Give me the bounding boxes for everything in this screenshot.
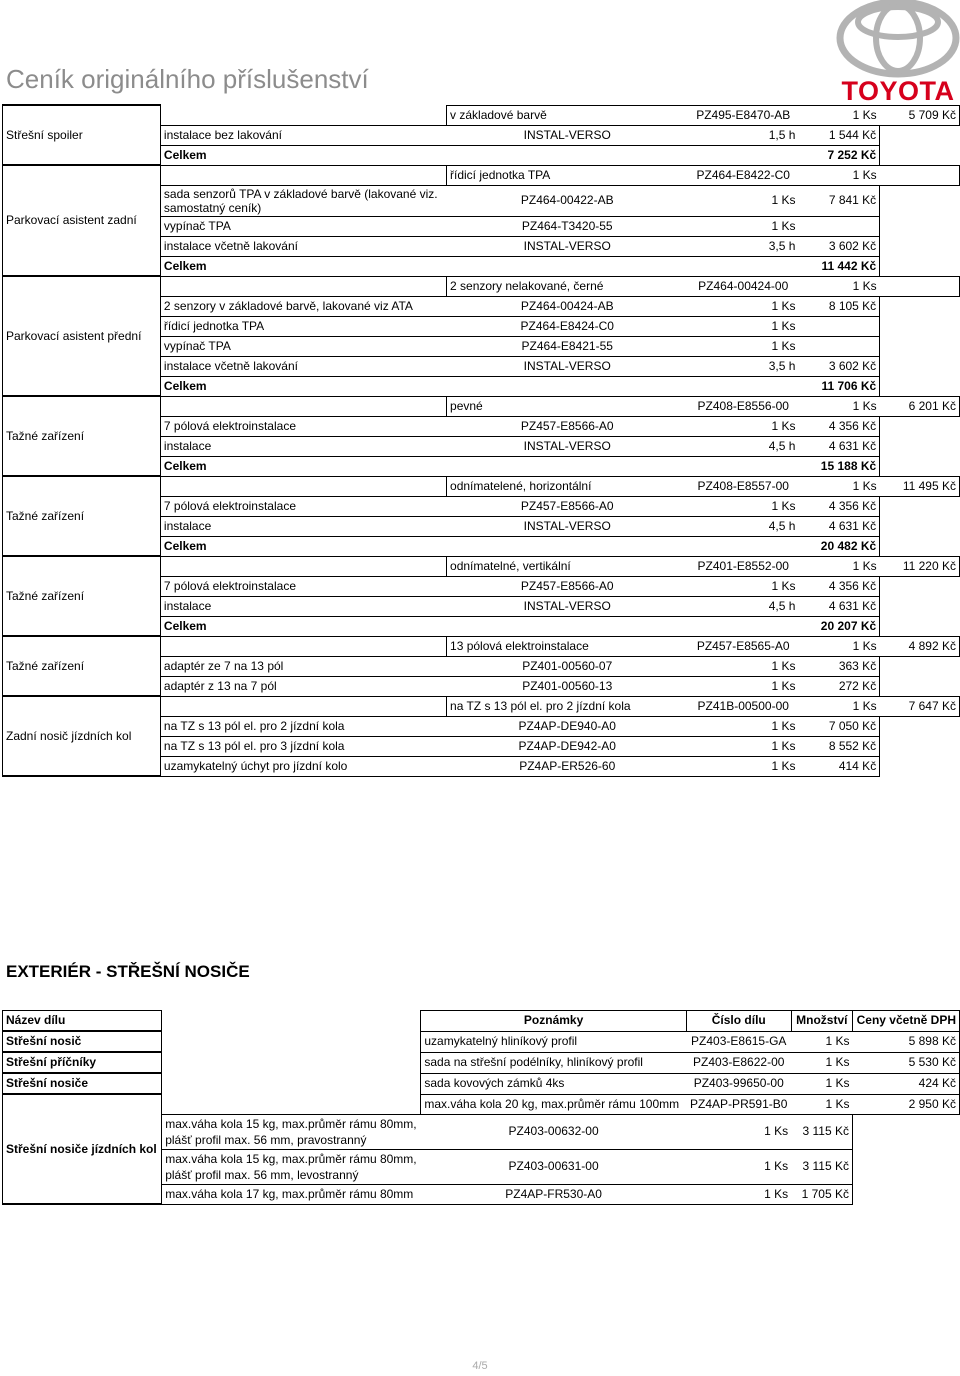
part-name-cell: Střešní nosiče bbox=[3, 1073, 162, 1094]
table-row bbox=[3, 165, 960, 185]
part-number: INSTAL-VERSO bbox=[447, 436, 688, 456]
price: 3 115 Kč bbox=[791, 1149, 852, 1184]
price: 11 220 Kč bbox=[880, 556, 960, 576]
column-gap bbox=[162, 1011, 421, 1032]
quantity: 4,5 h bbox=[688, 516, 798, 536]
column-gap bbox=[162, 1094, 421, 1114]
quantity: 1 Ks bbox=[688, 336, 798, 356]
total-price: 11 442 Kč bbox=[798, 256, 879, 276]
item-description: odnímatelné, vertikální bbox=[447, 556, 688, 576]
price: 11 495 Kč bbox=[880, 476, 960, 496]
category-cell: Tažné zařízení bbox=[3, 396, 161, 476]
quantity: 1 Ks bbox=[798, 476, 879, 496]
quantity: 1 Ks bbox=[688, 185, 798, 216]
total-price: 20 207 Kč bbox=[798, 616, 879, 636]
price: 1 544 Kč bbox=[798, 125, 879, 145]
quantity: 3,5 h bbox=[688, 236, 798, 256]
price: 4 356 Kč bbox=[798, 576, 879, 596]
price: 4 892 Kč bbox=[880, 636, 960, 656]
price: 8 105 Kč bbox=[798, 296, 879, 316]
column-header: Číslo dílu bbox=[686, 1011, 791, 1032]
quantity: 1 Ks bbox=[688, 676, 798, 696]
roof-racks-price-table bbox=[2, 1010, 960, 1205]
category-cell: Tažné zařízení bbox=[3, 636, 161, 696]
note: uzamykatelný hliníkový profil bbox=[421, 1031, 687, 1052]
price: 414 Kč bbox=[798, 756, 879, 776]
total-label: Celkem bbox=[160, 616, 446, 636]
item-description: na TZ s 13 pól el. pro 2 jízdní kola bbox=[447, 696, 688, 716]
item-description: odnímatelené, horizontální bbox=[447, 476, 688, 496]
quantity: 1 Ks bbox=[688, 316, 798, 336]
table-row bbox=[3, 636, 960, 656]
total-price: 15 188 Kč bbox=[798, 456, 879, 476]
part-number: PZ464-E8421-55 bbox=[447, 336, 688, 356]
quantity: 1 Ks bbox=[688, 216, 798, 236]
item-description: na TZ s 13 pól el. pro 2 jízdní kola bbox=[160, 716, 446, 736]
column-gap bbox=[160, 396, 446, 416]
price: 6 201 Kč bbox=[880, 396, 960, 416]
quantity: 1 Ks bbox=[688, 736, 798, 756]
note: max.váha kola 17 kg, max.průměr rámu 80mm bbox=[162, 1184, 421, 1204]
price: 5 898 Kč bbox=[853, 1031, 960, 1052]
column-gap bbox=[160, 165, 446, 185]
note: max.váha kola 15 kg, max.průměr rámu 80mm, plášť profil max. 56 mm, levostranný bbox=[162, 1149, 421, 1184]
price: 4 356 Kč bbox=[798, 496, 879, 516]
quantity: 1 Ks bbox=[798, 396, 879, 416]
item-description: instalace včetně lakování bbox=[160, 356, 446, 376]
quantity: 4,5 h bbox=[688, 436, 798, 456]
quantity: 1 Ks bbox=[798, 636, 879, 656]
part-number: PZ464-00424-00 bbox=[688, 276, 798, 296]
column-gap bbox=[162, 1073, 421, 1094]
item-description: 7 pólová elektroinstalace bbox=[160, 576, 446, 596]
quantity: 1 Ks bbox=[798, 696, 879, 716]
quantity: 1 Ks bbox=[688, 576, 798, 596]
quantity: 1 Ks bbox=[686, 1184, 791, 1204]
table-row bbox=[3, 1052, 960, 1073]
item-description: v základové barvě bbox=[447, 105, 688, 125]
accessories-price-table bbox=[2, 104, 960, 777]
item-description: instalace včetně lakování bbox=[160, 236, 446, 256]
quantity: 1 Ks bbox=[686, 1114, 791, 1149]
quantity: 1 Ks bbox=[686, 1149, 791, 1184]
item-description: uzamykatelný úchyt pro jízdní kolo bbox=[160, 756, 446, 776]
price: 7 841 Kč bbox=[798, 185, 879, 216]
quantity: 1 Ks bbox=[688, 656, 798, 676]
part-number: PZ408-E8557-00 bbox=[688, 476, 798, 496]
part-number bbox=[447, 376, 688, 396]
quantity: 1 Ks bbox=[791, 1052, 852, 1073]
part-number: PZ408-E8556-00 bbox=[688, 396, 798, 416]
price: 8 552 Kč bbox=[798, 736, 879, 756]
table-row bbox=[3, 696, 960, 716]
item-description: 7 pólová elektroinstalace bbox=[160, 416, 446, 436]
price: 4 631 Kč bbox=[798, 436, 879, 456]
item-description: instalace bbox=[160, 516, 446, 536]
toyota-logo bbox=[836, 0, 960, 108]
price: 4 356 Kč bbox=[798, 416, 879, 436]
column-gap bbox=[160, 276, 446, 296]
column-header: Poznámky bbox=[421, 1011, 687, 1032]
item-description: 2 senzory nelakované, černé bbox=[447, 276, 688, 296]
brand-name: TOYOTA bbox=[841, 76, 955, 106]
price: 4 631 Kč bbox=[798, 516, 879, 536]
column-gap bbox=[160, 696, 446, 716]
table-row bbox=[3, 1073, 960, 1094]
quantity: 1 Ks bbox=[688, 496, 798, 516]
total-label: Celkem bbox=[160, 256, 446, 276]
item-description: 2 senzory v základové barvě, lakované viz ATA bbox=[160, 296, 446, 316]
part-name-cell: Střešní nosiče jízdních kol bbox=[3, 1094, 162, 1204]
part-number: PZ457-E8566-A0 bbox=[447, 496, 688, 516]
note: sada na střešní podélníky, hliníkový profil bbox=[421, 1052, 687, 1073]
part-number: PZ457-E8565-A0 bbox=[688, 636, 798, 656]
column-gap bbox=[162, 1031, 421, 1052]
table-row bbox=[3, 1094, 960, 1114]
part-number: PZ495-E8470-AB bbox=[688, 105, 798, 125]
quantity bbox=[688, 256, 798, 276]
part-number: PZ401-00560-07 bbox=[447, 656, 688, 676]
price: 3 602 Kč bbox=[798, 236, 879, 256]
item-description: instalace bbox=[160, 596, 446, 616]
price: 424 Kč bbox=[853, 1073, 960, 1094]
part-number: PZ457-E8566-A0 bbox=[447, 576, 688, 596]
item-description: instalace bez lakování bbox=[160, 125, 446, 145]
item-description: vypínač TPA bbox=[160, 336, 446, 356]
part-number: PZ4AP-DE940-A0 bbox=[447, 716, 688, 736]
table-row bbox=[3, 556, 960, 576]
note: max.váha kola 15 kg, max.průměr rámu 80mm, plášť profil max. 56 mm, pravostranný bbox=[162, 1114, 421, 1149]
table-row bbox=[3, 276, 960, 296]
price: 3 602 Kč bbox=[798, 356, 879, 376]
part-number: PZ403-E8622-00 bbox=[686, 1052, 791, 1073]
part-number: INSTAL-VERSO bbox=[447, 596, 688, 616]
column-header: Ceny včetně DPH bbox=[853, 1011, 960, 1032]
table-header-row bbox=[3, 1011, 960, 1032]
item-description: řídicí jednotka TPA bbox=[160, 316, 446, 336]
quantity: 1 Ks bbox=[688, 416, 798, 436]
part-number: PZ4AP-PR591-B0 bbox=[686, 1094, 791, 1114]
price: 363 Kč bbox=[798, 656, 879, 676]
part-number bbox=[447, 145, 688, 165]
note: sada kovových zámků 4ks bbox=[421, 1073, 687, 1094]
quantity: 4,5 h bbox=[688, 596, 798, 616]
part-number: PZ4AP-ER526-60 bbox=[447, 756, 688, 776]
part-number: INSTAL-VERSO bbox=[447, 356, 688, 376]
part-number: PZ403-00632-00 bbox=[421, 1114, 687, 1149]
part-number: PZ4AP-DE942-A0 bbox=[447, 736, 688, 756]
total-price: 20 482 Kč bbox=[798, 536, 879, 556]
part-number: PZ464-00422-AB bbox=[447, 185, 688, 216]
item-description: na TZ s 13 pól el. pro 3 jízdní kola bbox=[160, 736, 446, 756]
table-row bbox=[3, 476, 960, 496]
quantity: 1 Ks bbox=[791, 1031, 852, 1052]
quantity: 3,5 h bbox=[688, 356, 798, 376]
total-price: 7 252 Kč bbox=[798, 145, 879, 165]
quantity bbox=[688, 536, 798, 556]
category-cell: Tažné zařízení bbox=[3, 476, 161, 556]
quantity: 1,5 h bbox=[688, 125, 798, 145]
page-title: Ceník originálního příslušenství bbox=[6, 64, 369, 94]
quantity: 1 Ks bbox=[791, 1094, 852, 1114]
table-row bbox=[3, 396, 960, 416]
price: 1 705 Kč bbox=[791, 1184, 852, 1204]
part-number: PZ464-T3420-55 bbox=[447, 216, 688, 236]
column-gap bbox=[160, 556, 446, 576]
page-number: 4/5 bbox=[472, 1360, 488, 1372]
category-cell: Tažné zařízení bbox=[3, 556, 161, 636]
part-number bbox=[447, 536, 688, 556]
part-name-cell: Střešní nosič bbox=[3, 1031, 162, 1052]
item-description: řídicí jednotka TPA bbox=[447, 165, 688, 185]
part-number: PZ464-E8424-C0 bbox=[447, 316, 688, 336]
quantity: 1 Ks bbox=[798, 556, 879, 576]
category-cell: Střešní spoiler bbox=[3, 105, 161, 165]
note: max.váha kola 20 kg, max.průměr rámu 100mm bbox=[421, 1094, 687, 1114]
column-gap bbox=[160, 636, 446, 656]
category-cell: Parkovací asistent zadní bbox=[3, 165, 161, 276]
item-description: adaptér z 13 na 7 pól bbox=[160, 676, 446, 696]
price bbox=[798, 316, 879, 336]
total-label: Celkem bbox=[160, 456, 446, 476]
toyota-emblem-icon bbox=[836, 0, 960, 80]
part-number: INSTAL-VERSO bbox=[447, 125, 688, 145]
price: 272 Kč bbox=[798, 676, 879, 696]
quantity: 1 Ks bbox=[798, 276, 879, 296]
part-number: PZ464-E8422-C0 bbox=[688, 165, 798, 185]
price: 5 709 Kč bbox=[880, 105, 960, 125]
part-number: PZ403-99650-00 bbox=[686, 1073, 791, 1094]
quantity: 1 Ks bbox=[688, 756, 798, 776]
item-description: sada senzorů TPA v základové barvě (lakované viz. samostatný ceník) bbox=[160, 185, 446, 216]
total-label: Celkem bbox=[160, 145, 446, 165]
item-description: pevné bbox=[447, 396, 688, 416]
quantity bbox=[688, 145, 798, 165]
column-header: Množství bbox=[791, 1011, 852, 1032]
price bbox=[880, 276, 960, 296]
price: 7 647 Kč bbox=[880, 696, 960, 716]
price bbox=[798, 216, 879, 236]
item-description: instalace bbox=[160, 436, 446, 456]
part-number: PZ403-E8615-GA bbox=[686, 1031, 791, 1052]
part-name-cell: Střešní příčníky bbox=[3, 1052, 162, 1073]
item-description: adaptér ze 7 na 13 pól bbox=[160, 656, 446, 676]
total-label: Celkem bbox=[160, 536, 446, 556]
column-gap bbox=[162, 1052, 421, 1073]
price: 7 050 Kč bbox=[798, 716, 879, 736]
part-number: PZ403-00631-00 bbox=[421, 1149, 687, 1184]
quantity: 1 Ks bbox=[688, 716, 798, 736]
total-price: 11 706 Kč bbox=[798, 376, 879, 396]
part-number: PZ401-00560-13 bbox=[447, 676, 688, 696]
part-number bbox=[447, 256, 688, 276]
column-gap bbox=[160, 476, 446, 496]
table-row bbox=[3, 1031, 960, 1052]
part-number: PZ41B-00500-00 bbox=[688, 696, 798, 716]
price bbox=[798, 336, 879, 356]
item-description: 13 pólová elektroinstalace bbox=[447, 636, 688, 656]
part-number: PZ401-E8552-00 bbox=[688, 556, 798, 576]
quantity: 1 Ks bbox=[798, 165, 879, 185]
part-number: INSTAL-VERSO bbox=[447, 516, 688, 536]
category-cell: Zadní nosič jízdních kol bbox=[3, 696, 161, 776]
item-description: vypínač TPA bbox=[160, 216, 446, 236]
part-number: PZ464-00424-AB bbox=[447, 296, 688, 316]
part-number: PZ4AP-FR530-A0 bbox=[421, 1184, 687, 1204]
quantity: 1 Ks bbox=[791, 1073, 852, 1094]
quantity bbox=[688, 616, 798, 636]
price bbox=[880, 165, 960, 185]
quantity bbox=[688, 376, 798, 396]
table-row bbox=[3, 105, 960, 125]
column-header: Název dílu bbox=[3, 1011, 162, 1032]
price: 5 530 Kč bbox=[853, 1052, 960, 1073]
price: 4 631 Kč bbox=[798, 596, 879, 616]
price: 3 115 Kč bbox=[791, 1114, 852, 1149]
column-gap bbox=[160, 105, 446, 125]
category-cell: Parkovací asistent přední bbox=[3, 276, 161, 396]
part-number: INSTAL-VERSO bbox=[447, 236, 688, 256]
part-number: PZ457-E8566-A0 bbox=[447, 416, 688, 436]
part-number bbox=[447, 616, 688, 636]
quantity: 1 Ks bbox=[798, 105, 879, 125]
price: 2 950 Kč bbox=[853, 1094, 960, 1114]
total-label: Celkem bbox=[160, 376, 446, 396]
exterior-section-title: EXTERIÉR - STŘEŠNÍ NOSIČE bbox=[6, 962, 250, 981]
quantity bbox=[688, 456, 798, 476]
part-number bbox=[447, 456, 688, 476]
quantity: 1 Ks bbox=[688, 296, 798, 316]
item-description: 7 pólová elektroinstalace bbox=[160, 496, 446, 516]
